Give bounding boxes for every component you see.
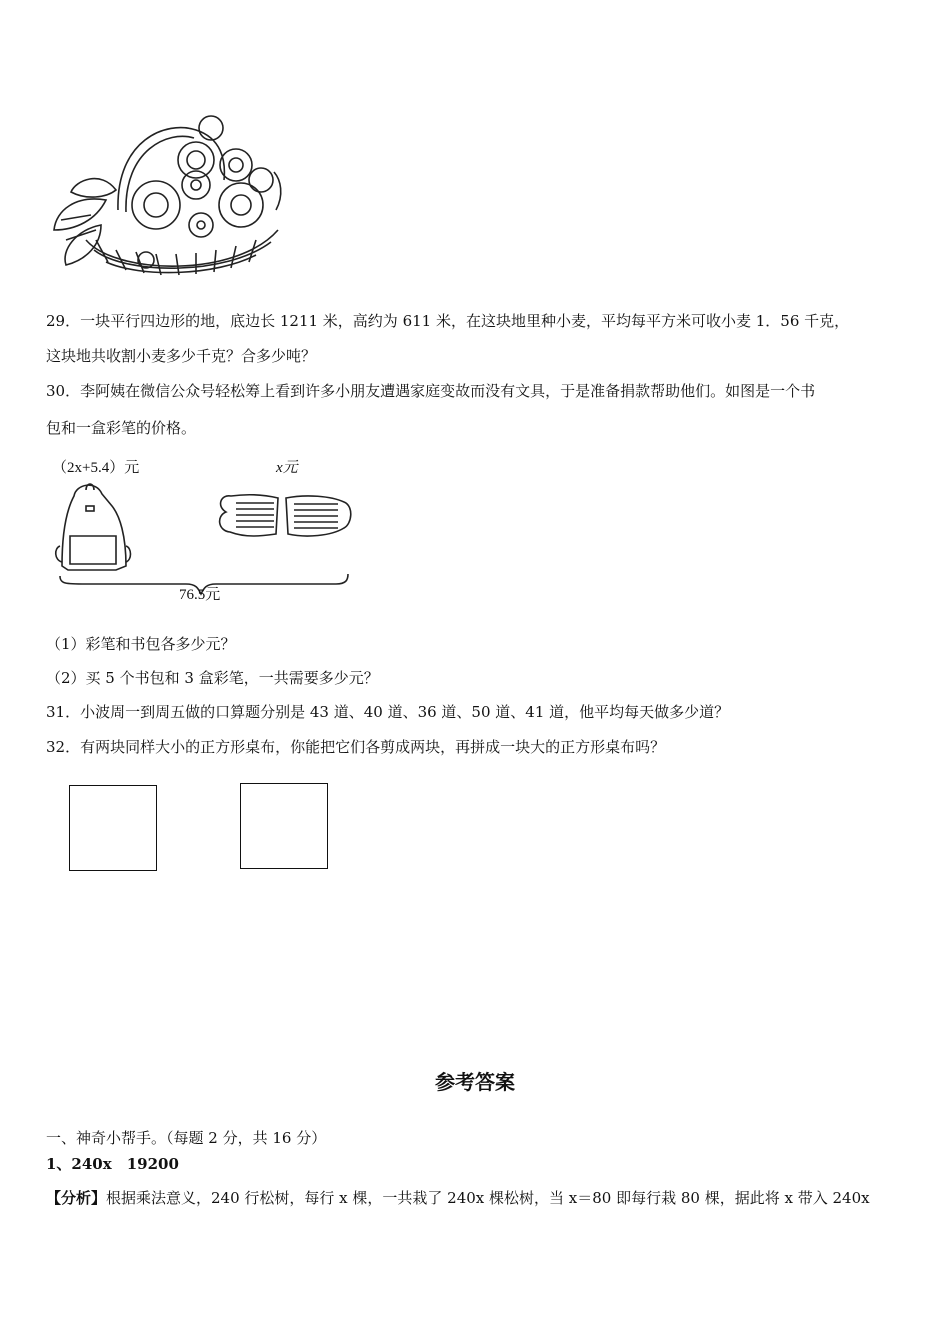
square-tablecloth-1 [69,785,157,871]
analysis-text: 根据乘法意义，240 行松树，每行 x 棵，一共栽了 240x 棵松树，当 x＝80 即每行栽 80 棵，据此将 x 带入 240x [106,1189,870,1207]
question-30-sub-1: （1）彩笔和书包各多少元？ [46,635,236,653]
question-30-line-1: 30．李阿姨在微信公众号轻松筹上看到许多小朋友遭遇家庭变故而没有文具，于是准备捐款帮助他们。如图是一个书 [46,382,816,400]
answer-item-1: 1、240x 19200 [46,1155,179,1173]
flower-basket-image [46,100,286,280]
square-tablecloth-2 [240,783,328,869]
bag-price-label: （2x+5.4）元 [52,460,140,476]
analysis-tag: 【分析】 [46,1189,107,1207]
price-figure [46,448,356,608]
question-29-line-2: 这块地共收割小麦多少千克？合多少吨？ [46,347,317,365]
question-30-sub-2: （2）买 5 个书包和 3 盒彩笔，一共需要多少元？ [46,669,379,687]
question-29-line-1: 29．一块平行四边形的地，底边长 1211 米，高约为 611 米，在这块地里种小麦，平均每平方米可收小麦 1．56 千克， [46,312,850,330]
answers-heading: 参考答案 [435,1070,515,1094]
pen-price-label: x元 [276,460,298,476]
answers-section-1: 一、神奇小帮手。（每题 2 分，共 16 分） [46,1129,327,1147]
question-32: 32．有两块同样大小的正方形桌布，你能把它们各剪成两块，再拼成一块大的正方形桌布吗？ [46,738,666,756]
question-31: 31．小波周一到周五做的口算题分别是 43 道、40 道、36 道、50 道、41 道，他平均每天做多少道？ [46,703,730,721]
question-30-line-2: 包和一盒彩笔的价格。 [46,419,197,437]
total-price-label: 76.5元 [179,587,221,603]
answer-analysis [46,1188,870,1208]
